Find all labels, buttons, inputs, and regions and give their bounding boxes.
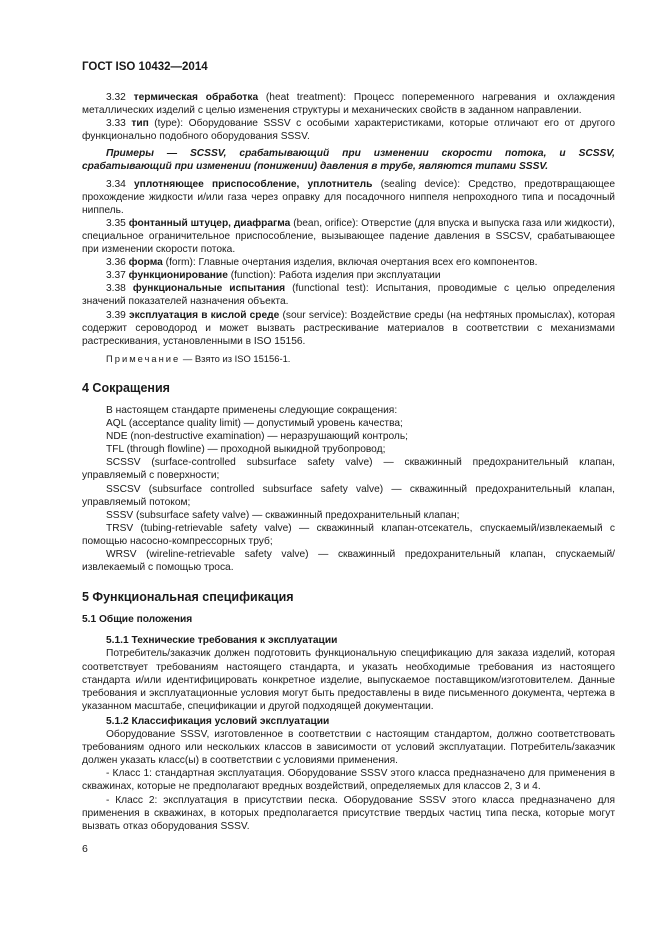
term-number: 3.36 bbox=[106, 257, 126, 269]
term-3-36 bbox=[82, 256, 615, 269]
term-definition: (sealing device): Средство, предотвращающее прохождение жидкости и/или газа через оправку для посадочного ниппеля непроходного типа и посадочный ниппель. bbox=[82, 178, 616, 216]
example-paragraph: Примеры — SCSSV, срабатывающий при изменении скорости потока, и SCSSV, срабатывающий при изменении (понижении) давления в трубе, являются типами SSSV. bbox=[82, 148, 615, 173]
document-header: ГОСТ ISO 10432—2014 bbox=[82, 61, 208, 73]
abbreviation-item: TFL (through flowline) — проходной выкидной трубопровод; bbox=[106, 444, 386, 456]
term-3-37 bbox=[82, 269, 615, 282]
term-definition: (form): Главные очертания изделия, включая очертания всех его компонентов. bbox=[162, 257, 538, 269]
section-5-1-1-heading: 5.1.1 Технические требования к эксплуатации bbox=[106, 635, 338, 647]
term-definition: (bean, orifice): Отверстие (для впуска и выпуска газа или жидкости), специальное ограничительное приспособление, вызывающее падение давления в SSCSV, срабатывающее при изменении скорости потока. bbox=[82, 217, 616, 256]
term-number: 3.34 bbox=[106, 178, 126, 190]
note-paragraph bbox=[82, 352, 615, 365]
term-definition: (heat treatment): Процесс попеременного нагревания и охлаждения металлических изделий с целью изменения структуры и механических свойств в заданном направлении. bbox=[82, 92, 615, 117]
term-definition: (function): Работа изделия при эксплуатации bbox=[227, 270, 441, 282]
term-3-32 bbox=[82, 91, 615, 117]
section-5-1-2-text: Оборудование SSSV, изготовленное в соответствии с настоящим стандартом, должно соответствовать требованиям одного или нескольких классов в зависимости от условий эксплуатации. Потребитель/заказчик должен указать класс(ы) в соответствии с условиями применения. bbox=[82, 729, 615, 767]
section-4-heading: 4 Сокращения bbox=[82, 380, 170, 395]
term-definition: (type): Оборудование SSSV с особыми характеристиками, которые отличают его от другого функционально подобного оборудования SSSV. bbox=[82, 118, 615, 143]
section-5-1-heading: 5.1 Общие положения bbox=[82, 614, 193, 626]
abbreviation-item: NDE (non-destructive examination) — неразрушающий контроль; bbox=[106, 431, 409, 443]
abbreviation-item: AQL (acceptance quality limit) — допустимый уровень качества; bbox=[106, 418, 403, 430]
abbreviation-item: TRSV (tubing-retrievable safety valve) — скважинный клапан-отсекатель, спускаемый/извлекаемый с помощью насосно-компрессорных труб; bbox=[82, 522, 615, 547]
term-name: фонтанный штуцер, диафрагма bbox=[128, 217, 291, 229]
term-definition: (functional test): Испытания, проводимые с целью определения значений показателей назначения объекта. bbox=[82, 283, 615, 308]
term-name: форма bbox=[128, 257, 163, 269]
note-label: Примечание bbox=[106, 352, 181, 364]
term-3-33 bbox=[82, 117, 615, 143]
section-5-1-1-text: Потребитель/заказчик должен подготовить функциональную спецификацию для заказа изделий, которая соответствует требованиям настоящего стандарта, и указать необходимые требования из настоящего стандарта и/или идентифицировать конкретное изделие, выпускаемое поставщиком/изготовителем. Данные требования и эксплуатационные условия могут быть предоставлены в виде письменного документа, чертежа в указанном масштабе, спецификации и другой подходящей документации. bbox=[82, 648, 615, 712]
abbreviation-item: SCSSV (surface-controlled subsurface safety valve) — скважинный предохранительный клапан, управляемый с поверхности; bbox=[82, 457, 615, 482]
term-number: 3.32 bbox=[106, 92, 126, 103]
section-5-heading: 5 Функциональная спецификация bbox=[82, 590, 294, 605]
term-name: эксплуатация в кислой среде bbox=[128, 309, 280, 321]
abbreviation-item: SSCSV (subsurface controlled subsurface safety valve) — скважинный предохранительный клапан, управляемый потоком; bbox=[82, 483, 615, 508]
abbreviation-item: WRSV (wireline-retrievable safety valve) — скважинный предохранительный клапан, спускаемый/извлекаемый с помощью троса. bbox=[82, 549, 615, 574]
term-name: тип bbox=[131, 118, 149, 130]
abbreviation-item: SSSV (subsurface safety valve) — скважинный предохранительный клапан; bbox=[106, 509, 460, 521]
term-number: 3.35 bbox=[106, 217, 126, 229]
term-definition: (sour service): Воздействие среды (на нефтяных промыслах), которая содержит сероводород и может вызвать растрескивание материалов в соответствии с механизмами растрескивания, установленными в ISO 15156. bbox=[82, 309, 615, 347]
term-name: уплотняющее приспособление, уплотнитель bbox=[133, 178, 373, 190]
term-number: 3.38 bbox=[106, 283, 126, 295]
term-3-39 bbox=[82, 309, 615, 348]
page-content bbox=[82, 91, 615, 833]
section-5-1-2-heading: 5.1.2 Классификация условий эксплуатации bbox=[106, 715, 330, 727]
note-text: — Взято из ISO 15156-1. bbox=[180, 352, 291, 364]
term-3-35 bbox=[82, 217, 615, 256]
term-3-38 bbox=[82, 282, 615, 308]
term-name: функциональные испытания bbox=[132, 283, 286, 295]
section-4-intro: В настоящем стандарте применены следующие сокращения: bbox=[106, 404, 398, 416]
term-number: 3.39 bbox=[106, 309, 126, 321]
term-name: функционирование bbox=[128, 270, 228, 282]
class-2-paragraph: - Класс 2: эксплуатация в присутствии песка. Оборудование SSSV этого класса предназначено для применения в скважинах, в которых предполагается присутствие твердых частиц типа песка, которые могут вызвать отказ оборудования SSSV. bbox=[82, 794, 615, 832]
page-number: 6 bbox=[82, 843, 88, 855]
term-number: 3.33 bbox=[106, 118, 126, 130]
class-1-paragraph: - Класс 1: стандартная эксплуатация. Оборудование SSSV этого класса предназначено для применения в скважинах, которые не предполагают вредных воздействий, определяемых для классов 2, 3 и 4. bbox=[82, 768, 615, 793]
term-name: термическая обработка bbox=[133, 92, 259, 103]
term-number: 3.37 bbox=[106, 270, 126, 282]
term-3-34 bbox=[82, 178, 615, 217]
